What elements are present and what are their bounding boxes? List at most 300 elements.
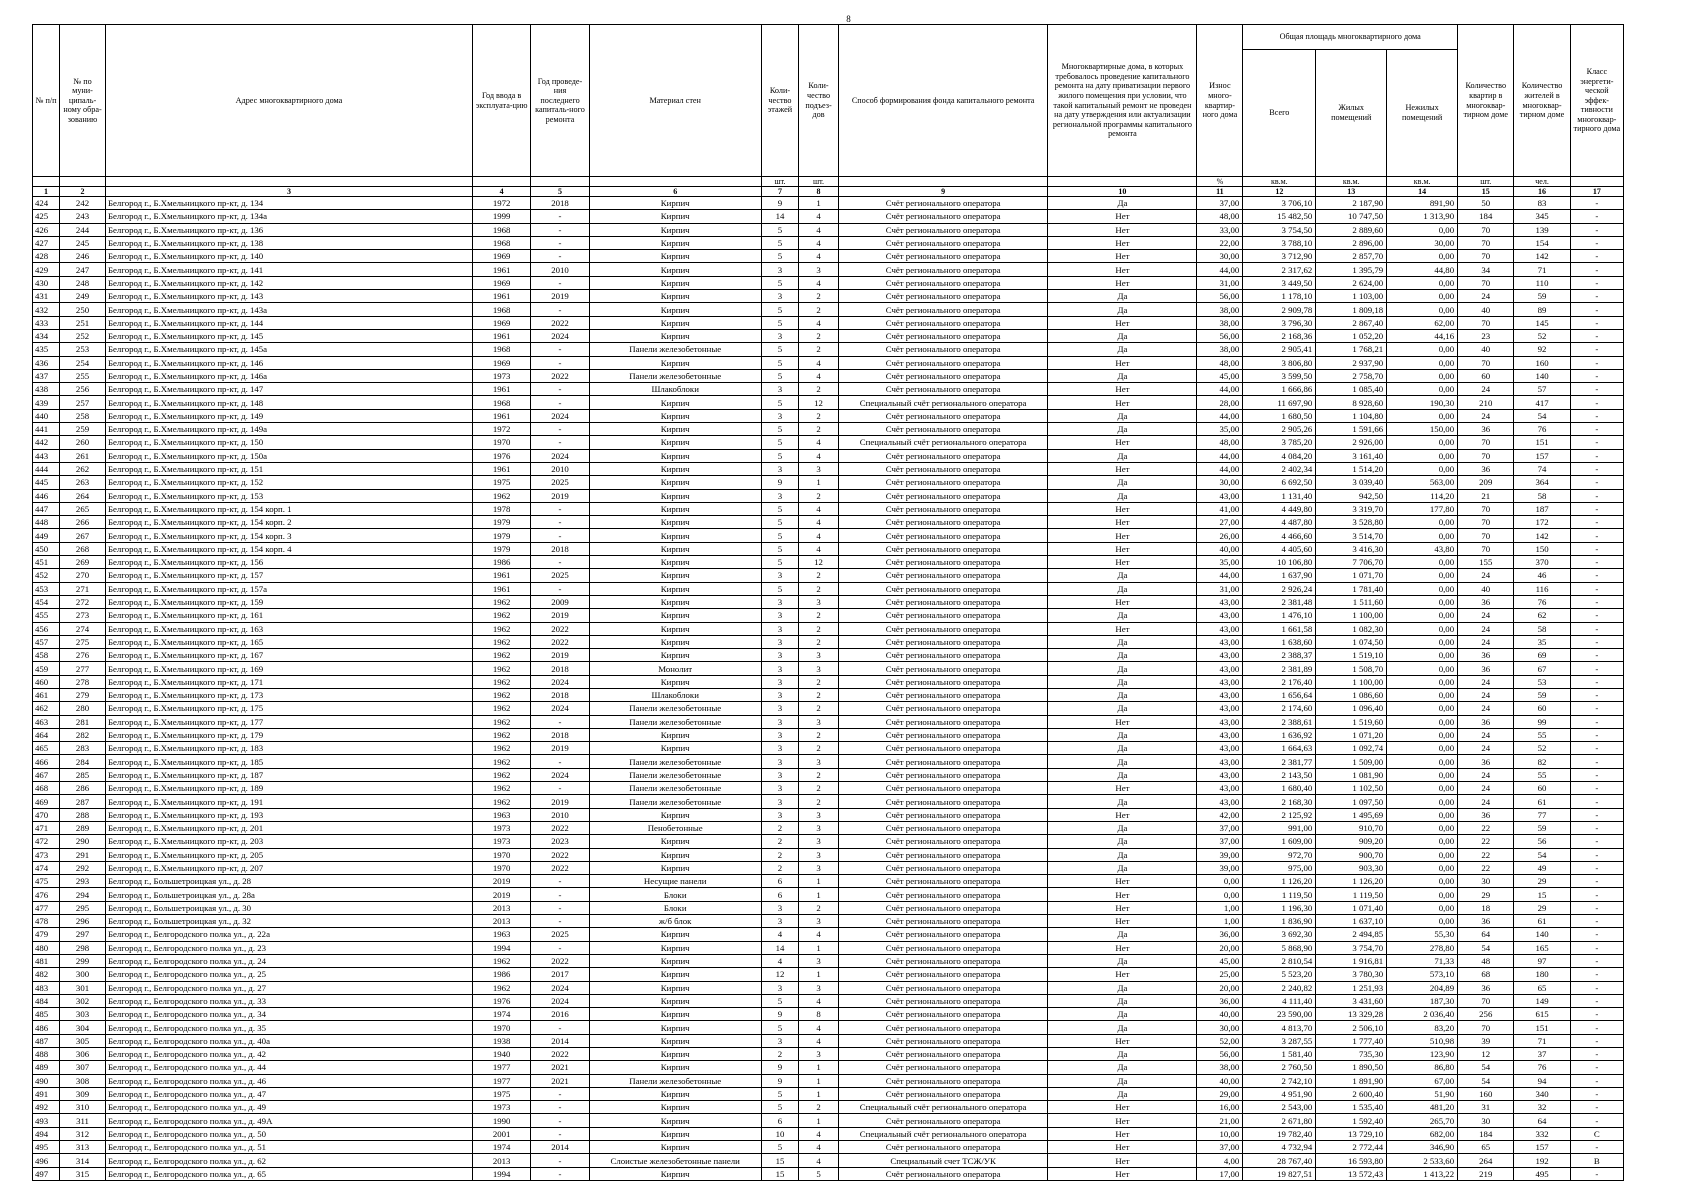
cell-entrances: 4 (799, 542, 839, 555)
cell-entrances: 4 (799, 516, 839, 529)
cell-floors: 3 (761, 688, 799, 701)
table-row (33, 1087, 1624, 1100)
cell-area-residential: 2 772,44 (1316, 1141, 1387, 1154)
cell-energy-class: - (1570, 369, 1623, 382)
cell-wall-material: Кирпич (589, 569, 761, 582)
cell-repair-required: Да (1048, 343, 1197, 356)
table-row (33, 210, 1624, 223)
cell-area-nonresidential: 0,00 (1387, 768, 1458, 781)
cell-wear: 30,00 (1197, 1021, 1243, 1034)
cell-address: Белгород г., Б.Хмельницкого пр-кт, д. 179 (105, 728, 472, 741)
cell-energy-class: - (1570, 1034, 1623, 1047)
cell-repair-required: Нет (1048, 595, 1197, 608)
cell-row-number: 472 (33, 835, 60, 848)
cell-row-number: 479 (33, 928, 60, 941)
cell-municipal-number: 295 (60, 901, 106, 914)
cell-wear: 36,00 (1197, 994, 1243, 1007)
cell-address: Белгород г., Б.Хмельницкого пр-кт, д. 148 (105, 396, 472, 409)
cell-row-number: 443 (33, 449, 60, 462)
cell-entrances: 2 (799, 768, 839, 781)
cell-wall-material: Кирпич (589, 861, 761, 874)
cell-municipal-number: 245 (60, 236, 106, 249)
cell-residents: 83 (1514, 197, 1570, 210)
cell-address: Белгород г., Белгородского полка ул., д. 24 (105, 954, 472, 967)
cell-commission-year: 1968 (472, 303, 530, 316)
cell-energy-class: - (1570, 742, 1623, 755)
cell-area-nonresidential: 0,00 (1387, 556, 1458, 569)
table-row (33, 622, 1624, 635)
cell-entrances: 4 (799, 994, 839, 1007)
cell-area-nonresidential: 0,00 (1387, 821, 1458, 834)
cell-wear: 35,00 (1197, 556, 1243, 569)
table-row (33, 529, 1624, 542)
cell-address: Белгород г., Белгородского полка ул., д. 65 (105, 1167, 472, 1180)
cell-apartments: 70 (1458, 356, 1514, 369)
cell-fund-method: Счёт регионального оператора (838, 409, 1048, 422)
cell-repair-required: Нет (1048, 782, 1197, 795)
cell-energy-class: - (1570, 941, 1623, 954)
cell-row-number: 464 (33, 728, 60, 741)
cell-wall-material: Кирпич (589, 356, 761, 369)
cell-row-number: 446 (33, 489, 60, 502)
column-number: 12 (1243, 187, 1316, 197)
cell-residents: 76 (1514, 595, 1570, 608)
cell-repair-required: Да (1048, 303, 1197, 316)
cell-floors: 2 (761, 1048, 799, 1061)
cell-area-residential: 1 508,70 (1316, 662, 1387, 675)
cell-repair-required: Да (1048, 569, 1197, 582)
cell-area-nonresidential: 0,00 (1387, 516, 1458, 529)
table-row (33, 662, 1624, 675)
cell-address: Белгород г., Б.Хмельницкого пр-кт, д. 151 (105, 462, 472, 475)
cell-wall-material: Монолит (589, 662, 761, 675)
cell-wear: 37,00 (1197, 821, 1243, 834)
cell-wear: 38,00 (1197, 303, 1243, 316)
cell-energy-class: - (1570, 502, 1623, 515)
cell-row-number: 424 (33, 197, 60, 210)
cell-floors: 4 (761, 928, 799, 941)
table-row (33, 197, 1624, 210)
cell-area-total: 1 664,63 (1243, 742, 1316, 755)
cell-entrances: 2 (799, 303, 839, 316)
cell-repair-required: Да (1048, 1008, 1197, 1021)
cell-address: Белгород г., Большетроицкая ул., д. 28а (105, 888, 472, 901)
cell-commission-year: 1975 (472, 1087, 530, 1100)
cell-area-total: 3 712,90 (1243, 250, 1316, 263)
cell-commission-year: 1969 (472, 250, 530, 263)
cell-area-total: 1 581,40 (1243, 1048, 1316, 1061)
cell-wall-material: Кирпич (589, 968, 761, 981)
cell-residents: 55 (1514, 768, 1570, 781)
cell-apartments: 70 (1458, 276, 1514, 289)
cell-fund-method: Счёт регионального оператора (838, 1061, 1048, 1074)
cell-apartments: 36 (1458, 423, 1514, 436)
cell-commission-year: 1970 (472, 436, 530, 449)
cell-municipal-number: 310 (60, 1101, 106, 1114)
cell-wear: 30,00 (1197, 250, 1243, 263)
cell-floors: 5 (761, 236, 799, 249)
table-row (33, 250, 1624, 263)
cell-apartments: 24 (1458, 569, 1514, 582)
cell-municipal-number: 260 (60, 436, 106, 449)
cell-residents: 77 (1514, 808, 1570, 821)
cell-area-residential: 13 729,10 (1316, 1127, 1387, 1140)
cell-row-number: 497 (33, 1167, 60, 1180)
cell-repair-required: Нет (1048, 622, 1197, 635)
cell-area-nonresidential: 0,00 (1387, 649, 1458, 662)
cell-wall-material: Кирпич (589, 582, 761, 595)
column-number: 15 (1458, 187, 1514, 197)
cell-apartments: 24 (1458, 728, 1514, 741)
cell-wear: 43,00 (1197, 489, 1243, 502)
cell-area-total: 3 287,55 (1243, 1034, 1316, 1047)
cell-municipal-number: 271 (60, 582, 106, 595)
cell-apartments: 70 (1458, 542, 1514, 555)
cell-repair-required: Да (1048, 1074, 1197, 1087)
cell-address: Белгород г., Б.Хмельницкого пр-кт, д. 163 (105, 622, 472, 635)
cell-wear: 4,00 (1197, 1154, 1243, 1167)
cell-area-nonresidential: 187,30 (1387, 994, 1458, 1007)
cell-row-number: 455 (33, 609, 60, 622)
cell-last-repair-year: - (531, 1114, 589, 1127)
cell-entrances: 3 (799, 981, 839, 994)
cell-municipal-number: 282 (60, 728, 106, 741)
cell-area-nonresidential: 0,00 (1387, 888, 1458, 901)
cell-energy-class: - (1570, 582, 1623, 595)
cell-wear: 30,00 (1197, 476, 1243, 489)
cell-apartments: 210 (1458, 396, 1514, 409)
cell-area-nonresidential: 0,00 (1387, 250, 1458, 263)
cell-fund-method: Счёт регионального оператора (838, 875, 1048, 888)
cell-repair-required: Да (1048, 675, 1197, 688)
cell-address: Белгород г., Белгородского полка ул., д. 25 (105, 968, 472, 981)
cell-repair-required: Нет (1048, 223, 1197, 236)
header-fund-method: Способ формирования фонда капитального ремонта (838, 25, 1048, 177)
cell-floors: 9 (761, 1061, 799, 1074)
cell-row-number: 429 (33, 263, 60, 276)
cell-entrances: 4 (799, 250, 839, 263)
header-last-repair-year: Год проведе-ния последнего капиталь-ного ремонта (531, 25, 589, 177)
cell-address: Белгород г., Б.Хмельницкого пр-кт, д. 157 (105, 569, 472, 582)
table-row (33, 675, 1624, 688)
cell-row-number: 456 (33, 622, 60, 635)
cell-wear: 10,00 (1197, 1127, 1243, 1140)
cell-municipal-number: 294 (60, 888, 106, 901)
cell-commission-year: 2013 (472, 915, 530, 928)
cell-energy-class: - (1570, 303, 1623, 316)
cell-apartments: 39 (1458, 1034, 1514, 1047)
cell-area-residential: 13 329,28 (1316, 1008, 1387, 1021)
cell-apartments: 36 (1458, 662, 1514, 675)
cell-area-nonresidential: 0,00 (1387, 369, 1458, 382)
cell-area-residential: 1 082,30 (1316, 622, 1387, 635)
cell-commission-year: 1994 (472, 1167, 530, 1180)
cell-repair-required: Да (1048, 848, 1197, 861)
cell-apartments: 70 (1458, 1021, 1514, 1034)
cell-floors: 6 (761, 888, 799, 901)
cell-energy-class: - (1570, 1048, 1623, 1061)
cell-repair-required: Нет (1048, 968, 1197, 981)
cell-area-total: 4 449,80 (1243, 502, 1316, 515)
cell-fund-method: Счёт регионального оператора (838, 263, 1048, 276)
cell-fund-method: Счёт регионального оператора (838, 210, 1048, 223)
cell-address: Белгород г., Б.Хмельницкого пр-кт, д. 143а (105, 303, 472, 316)
cell-entrances: 1 (799, 941, 839, 954)
cell-energy-class: - (1570, 954, 1623, 967)
cell-area-nonresidential: 0,00 (1387, 436, 1458, 449)
table-row (33, 1127, 1624, 1140)
cell-last-repair-year: 2022 (531, 622, 589, 635)
cell-entrances: 3 (799, 662, 839, 675)
cell-municipal-number: 242 (60, 197, 106, 210)
table-row (33, 848, 1624, 861)
cell-repair-required: Да (1048, 768, 1197, 781)
cell-area-residential: 1 768,21 (1316, 343, 1387, 356)
cell-floors: 14 (761, 941, 799, 954)
cell-apartments: 50 (1458, 197, 1514, 210)
cell-entrances: 4 (799, 316, 839, 329)
cell-last-repair-year: 2024 (531, 675, 589, 688)
cell-area-total: 2 143,50 (1243, 768, 1316, 781)
cell-municipal-number: 286 (60, 782, 106, 795)
cell-floors: 4 (761, 954, 799, 967)
header-apartments: Количество квартир в многоквар-тирном доме (1458, 25, 1514, 177)
cell-commission-year: 1940 (472, 1048, 530, 1061)
cell-apartments: 36 (1458, 755, 1514, 768)
cell-wear: 20,00 (1197, 941, 1243, 954)
table-row (33, 968, 1624, 981)
cell-floors: 5 (761, 994, 799, 1007)
cell-last-repair-year: - (531, 582, 589, 595)
cell-repair-required: Нет (1048, 901, 1197, 914)
cell-address: Белгород г., Белгородского полка ул., д. 62 (105, 1154, 472, 1167)
table-row (33, 1034, 1624, 1047)
cell-repair-required: Да (1048, 702, 1197, 715)
cell-residents: 55 (1514, 728, 1570, 741)
cell-wall-material: Кирпич (589, 595, 761, 608)
cell-residents: 54 (1514, 848, 1570, 861)
cell-fund-method: Счёт регионального оператора (838, 595, 1048, 608)
cell-area-residential: 3 754,70 (1316, 941, 1387, 954)
cell-last-repair-year: 2019 (531, 795, 589, 808)
cell-wall-material: Панели железобетонные (589, 755, 761, 768)
cell-energy-class: - (1570, 197, 1623, 210)
cell-apartments: 65 (1458, 1141, 1514, 1154)
cell-last-repair-year: 2024 (531, 449, 589, 462)
cell-energy-class: - (1570, 835, 1623, 848)
cell-entrances: 3 (799, 595, 839, 608)
cell-commission-year: 1962 (472, 715, 530, 728)
cell-energy-class: - (1570, 715, 1623, 728)
cell-area-nonresidential: 573,10 (1387, 968, 1458, 981)
cell-commission-year: 1968 (472, 236, 530, 249)
cell-wall-material: Кирпич (589, 649, 761, 662)
cell-commission-year: 1962 (472, 688, 530, 701)
cell-address: Белгород г., Б.Хмельницкого пр-кт, д. 143 (105, 290, 472, 303)
cell-area-residential: 1 251,93 (1316, 981, 1387, 994)
cell-area-nonresidential: 0,00 (1387, 688, 1458, 701)
cell-area-residential: 13 572,43 (1316, 1167, 1387, 1180)
cell-commission-year: 1962 (472, 635, 530, 648)
cell-wall-material: Кирпич (589, 1061, 761, 1074)
cell-area-nonresidential: 0,00 (1387, 409, 1458, 422)
cell-residents: 94 (1514, 1074, 1570, 1087)
cell-area-nonresidential: 150,00 (1387, 423, 1458, 436)
cell-fund-method: Счёт регионального оператора (838, 1114, 1048, 1127)
cell-municipal-number: 305 (60, 1034, 106, 1047)
cell-area-nonresidential: 30,00 (1387, 236, 1458, 249)
cell-fund-method: Счёт регионального оператора (838, 1074, 1048, 1087)
cell-commission-year: 1969 (472, 316, 530, 329)
cell-commission-year: 2013 (472, 901, 530, 914)
cell-row-number: 476 (33, 888, 60, 901)
cell-area-nonresidential: 1 413,22 (1387, 1167, 1458, 1180)
table-row (33, 954, 1624, 967)
cell-apartments: 160 (1458, 1087, 1514, 1100)
cell-wear: 43,00 (1197, 768, 1243, 781)
cell-address: Белгород г., Белгородского полка ул., д. 50 (105, 1127, 472, 1140)
cell-wall-material: Кирпич (589, 423, 761, 436)
header-row-number: № п/п (33, 25, 60, 177)
cell-row-number: 484 (33, 994, 60, 1007)
cell-residents: 495 (1514, 1167, 1570, 1180)
cell-wear: 43,00 (1197, 675, 1243, 688)
cell-area-nonresidential: 563,00 (1387, 476, 1458, 489)
table-row (33, 609, 1624, 622)
cell-residents: 67 (1514, 662, 1570, 675)
cell-wear: 36,00 (1197, 928, 1243, 941)
cell-municipal-number: 279 (60, 688, 106, 701)
cell-apartments: 219 (1458, 1167, 1514, 1180)
cell-commission-year: 1961 (472, 383, 530, 396)
cell-entrances: 4 (799, 1154, 839, 1167)
cell-municipal-number: 278 (60, 675, 106, 688)
cell-wear: 41,00 (1197, 502, 1243, 515)
table-row (33, 1061, 1624, 1074)
cell-area-total: 3 599,50 (1243, 369, 1316, 382)
cell-fund-method: Счёт регионального оператора (838, 702, 1048, 715)
cell-entrances: 3 (799, 462, 839, 475)
cell-area-total: 2 168,30 (1243, 795, 1316, 808)
cell-entrances: 2 (799, 290, 839, 303)
cell-municipal-number: 248 (60, 276, 106, 289)
cell-last-repair-year: - (531, 236, 589, 249)
cell-area-total: 2 174,60 (1243, 702, 1316, 715)
cell-municipal-number: 300 (60, 968, 106, 981)
cell-entrances: 12 (799, 396, 839, 409)
cell-last-repair-year: 2021 (531, 1061, 589, 1074)
cell-area-nonresidential: 0,00 (1387, 728, 1458, 741)
cell-energy-class: - (1570, 516, 1623, 529)
cell-municipal-number: 269 (60, 556, 106, 569)
cell-wear: 43,00 (1197, 688, 1243, 701)
cell-area-residential: 1 071,40 (1316, 901, 1387, 914)
cell-address: Белгород г., Б.Хмельницкого пр-кт, д. 138 (105, 236, 472, 249)
table-row (33, 369, 1624, 382)
table-row (33, 303, 1624, 316)
cell-entrances: 3 (799, 808, 839, 821)
cell-repair-required: Да (1048, 662, 1197, 675)
cell-energy-class: - (1570, 875, 1623, 888)
cell-residents: 116 (1514, 582, 1570, 595)
cell-apartments: 70 (1458, 449, 1514, 462)
cell-commission-year: 1972 (472, 197, 530, 210)
cell-repair-required: Да (1048, 409, 1197, 422)
cell-energy-class: - (1570, 675, 1623, 688)
cell-area-total: 2 381,77 (1243, 755, 1316, 768)
cell-last-repair-year: 2023 (531, 835, 589, 848)
cell-apartments: 23 (1458, 329, 1514, 342)
cell-wear: 17,00 (1197, 1167, 1243, 1180)
cell-residents: 58 (1514, 622, 1570, 635)
column-number: 10 (1048, 187, 1197, 197)
cell-entrances: 2 (799, 622, 839, 635)
cell-commission-year: 1962 (472, 782, 530, 795)
cell-apartments: 54 (1458, 941, 1514, 954)
cell-floors: 5 (761, 516, 799, 529)
cell-row-number: 496 (33, 1154, 60, 1167)
cell-address: Белгород г., Б.Хмельницкого пр-кт, д. 136 (105, 223, 472, 236)
table-row (33, 290, 1624, 303)
cell-area-residential: 1 809,18 (1316, 303, 1387, 316)
table-row (33, 1167, 1624, 1180)
cell-wear: 39,00 (1197, 861, 1243, 874)
cell-residents: 332 (1514, 1127, 1570, 1140)
cell-energy-class: - (1570, 662, 1623, 675)
cell-residents: 59 (1514, 821, 1570, 834)
cell-repair-required: Нет (1048, 1114, 1197, 1127)
cell-wear: 44,00 (1197, 449, 1243, 462)
cell-area-residential: 3 319,70 (1316, 502, 1387, 515)
cell-energy-class: - (1570, 609, 1623, 622)
cell-commission-year: 1977 (472, 1061, 530, 1074)
table-row (33, 915, 1624, 928)
cell-commission-year: 1970 (472, 1021, 530, 1034)
table-row (33, 702, 1624, 715)
cell-row-number: 451 (33, 556, 60, 569)
cell-fund-method: Счёт регионального оператора (838, 1008, 1048, 1021)
cell-area-nonresidential: 0,00 (1387, 662, 1458, 675)
cell-municipal-number: 306 (60, 1048, 106, 1061)
cell-municipal-number: 315 (60, 1167, 106, 1180)
cell-energy-class: - (1570, 821, 1623, 834)
cell-last-repair-year: - (531, 1021, 589, 1034)
cell-area-nonresidential: 44,16 (1387, 329, 1458, 342)
cell-row-number: 489 (33, 1061, 60, 1074)
cell-last-repair-year: - (531, 529, 589, 542)
cell-row-number: 481 (33, 954, 60, 967)
cell-wall-material: Панели железобетонные (589, 343, 761, 356)
cell-floors: 3 (761, 901, 799, 914)
cell-repair-required: Да (1048, 423, 1197, 436)
cell-entrances: 4 (799, 1021, 839, 1034)
cell-wall-material: Кирпич (589, 941, 761, 954)
units-row (33, 177, 1624, 187)
cell-apartments: 31 (1458, 1101, 1514, 1114)
cell-floors: 3 (761, 981, 799, 994)
cell-repair-required: Да (1048, 290, 1197, 303)
cell-wall-material: Кирпич (589, 1034, 761, 1047)
cell-area-nonresidential: 0,00 (1387, 755, 1458, 768)
cell-entrances: 3 (799, 835, 839, 848)
cell-address: Белгород г., Б.Хмельницкого пр-кт, д. 193 (105, 808, 472, 821)
cell-area-total: 2 240,82 (1243, 981, 1316, 994)
cell-last-repair-year: - (531, 250, 589, 263)
cell-wear: 22,00 (1197, 236, 1243, 249)
cell-municipal-number: 302 (60, 994, 106, 1007)
cell-residents: 165 (1514, 941, 1570, 954)
cell-last-repair-year: 2014 (531, 1034, 589, 1047)
